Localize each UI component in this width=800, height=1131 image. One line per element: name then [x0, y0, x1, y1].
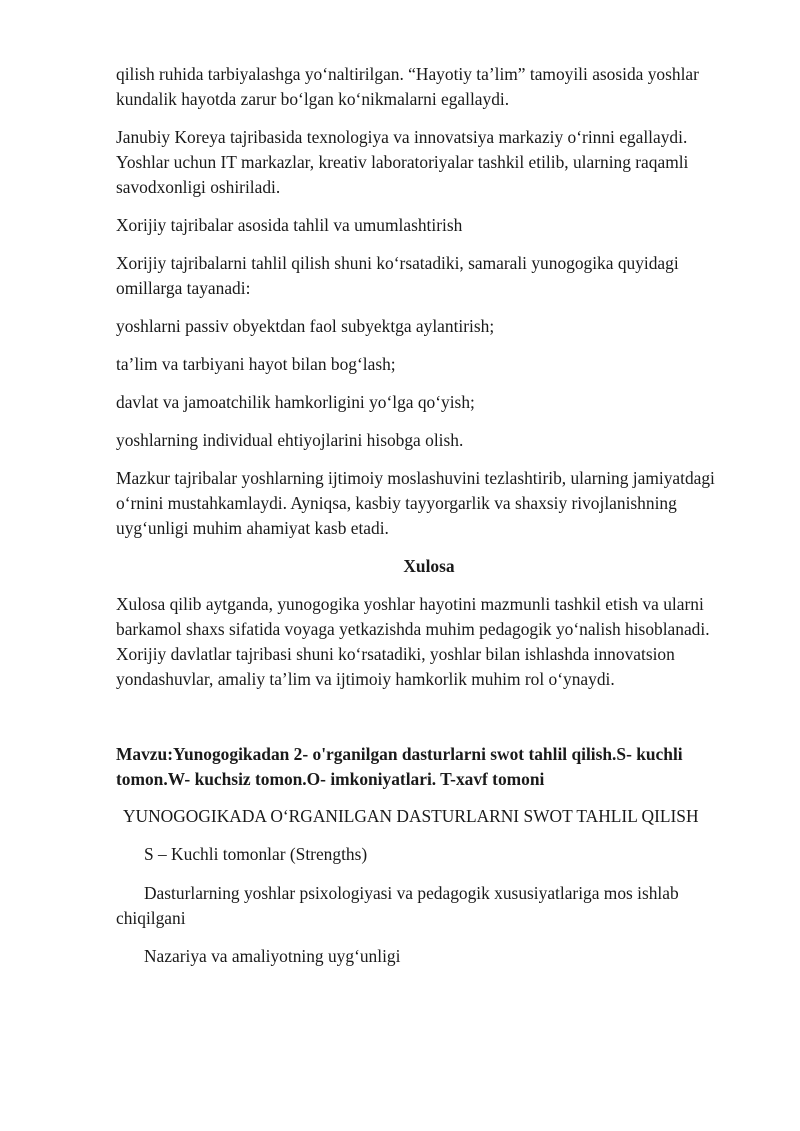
list-item: yoshlarni passiv obyektdan faol subyektga aylantirish;	[116, 316, 495, 336]
conclusion-text: Xulosa qilib aytganda, yunogogika yoshlar hayotini mazmunli tashkil etish va ularni barkamol shaxs sifatida voyaga yetkazishda muhim pedagogik yo‘nalish hisoblanadi. Xorijiy davlatlar tajribasi shuni ko‘rsatadiki, yoshlar bilan ishlashda innovatsion yondashuvlar, amaliy ta’lim va ijtimoiy hamkorlik muhim rol o‘ynaydi.	[116, 594, 710, 689]
paragraph: Xorijiy tajribalarni tahlil qilish shuni ko‘rsatadiki, samarali yunogogika quyidagi omillarga tayanadi:	[116, 253, 679, 298]
paragraph: Janubiy Koreya tajribasida texnologiya va innovatsiya markaziy o‘rinni egallaydi. Yoshlar uchun IT markazlar, kreativ laboratoriyalar tashkil etilib, ularning raqamli savodxonligi oshiriladi.	[116, 127, 689, 197]
list-item: yoshlarning individual ehtiyojlarini hisobga olish.	[116, 430, 464, 450]
paragraph: qilish ruhida tarbiyalashga yo‘naltirilgan. “Hayotiy ta’lim” tamoyili asosida yoshlar kundalik hayotda zarur bo‘lgan ko‘nikmalarni egallaydi.	[116, 64, 699, 109]
topic-title: Mavzu:Yunogogikadan 2- o'rganilgan dasturlarni swot tahlil qilish.S- kuchli tomon.W- kuchsiz tomon.O- imkoniyatlari. T-xavf tomoni	[116, 744, 683, 789]
strengths-heading: S – Kuchli tomonlar (Strengths)	[144, 844, 368, 864]
swot-title: YUNOGOGIKADA O‘RGANILGAN DASTURLARNI SWOT TAHLIL QILISH	[123, 806, 699, 826]
swot-item: Nazariya va amaliyotning uyg‘unligi	[144, 946, 401, 966]
paragraph: Mazkur tajribalar yoshlarning ijtimoiy moslashuvini tezlashtirib, ularning jamiyatdagi o‘rnini mustahkamlaydi. Ayniqsa, kasbiy tayyorgarlik va shaxsiy rivojlanishning uyg‘unligi muhim ahamiyat kasb etadi.	[116, 468, 715, 538]
conclusion-heading: Xulosa	[403, 556, 455, 576]
list-item: ta’lim va tarbiyani hayot bilan bog‘lash;	[116, 354, 396, 374]
swot-item-text: Dasturlarning yoshlar psixologiyasi va pedagogik xususiyatlariga mos ishlab chiqilgani	[116, 883, 679, 928]
document-page	[116, 62, 742, 982]
list-item: davlat va jamoatchilik hamkorligini yo‘lga qo‘yish;	[116, 392, 475, 412]
swot-item	[116, 881, 742, 931]
section-title: Xorijiy tajribalar asosida tahlil va umumlashtirish	[116, 215, 463, 235]
